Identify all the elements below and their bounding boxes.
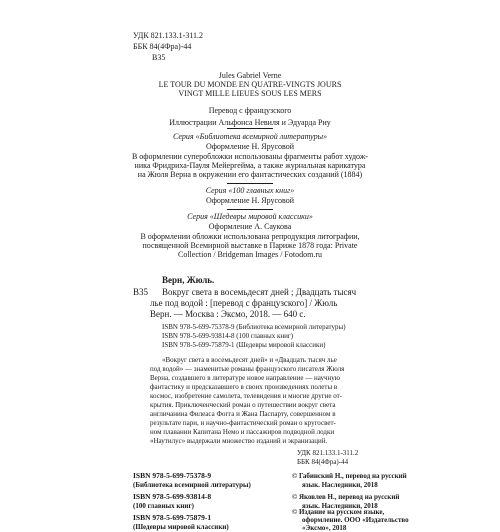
annotation-line: Верна, создавшего в литературе новое направление — научную — [150, 374, 340, 382]
annotation-line: англичанина Филеаса Фогга и Жана Паспарту, совершенном в — [150, 410, 336, 418]
footer-isbn: ISBN 978-5-699-93814-8 — [133, 492, 212, 501]
udk-code-top: УДК 821.133.1-311.2 — [133, 31, 204, 40]
bbk-code-top: ББК 84(4Фра)-44 — [133, 42, 192, 51]
catalog-entry-line: Верн. — Москва : Эксмо, 2018. — 640 с. — [150, 309, 306, 319]
series-2-design: Оформление Н. Ярусовой — [205, 196, 295, 205]
annotation-line: космос, изобретение самолета, телевидения и многие другие от- — [150, 392, 343, 400]
annotation-line: «Вокруг света в восемьдесят дней» и «Двадцать тысяч лье — [162, 356, 337, 364]
separator — [227, 209, 273, 210]
catalog-code: В35 — [133, 287, 149, 297]
footer-isbn: ISBN 978-5-699-75879-1 — [133, 513, 212, 522]
illustrations-note: Иллюстрации Альфонса Невиля и Эдуарда Риу — [169, 118, 331, 127]
series-3-note-line: Collection / Bridgeman Images / Fotodom.ru — [178, 250, 322, 259]
series-1-note-line: на Жюля Верна в окружении его фантастических созданий (1884) — [137, 170, 363, 179]
catalog-heading: Верн, Жюль. — [162, 275, 215, 285]
udk-code-bottom: УДК 821.133.1-311.2 — [297, 449, 359, 457]
annotation-line: под водой» — знаменитые романы французского писателя Жюля — [150, 365, 345, 373]
footer-isbn-note: (Шедевры мировой классики) — [133, 523, 229, 531]
copyright-line: © Габинский Н., перевод на русский — [292, 472, 407, 480]
footer-isbn: ISBN 978-5-699-75378-9 — [133, 471, 212, 480]
bbk-code-bottom: ББК 84(4Фра)-44 — [297, 458, 349, 466]
separator — [227, 183, 273, 184]
series-1-design: Оформление Н. Ярусовой — [205, 142, 295, 151]
series-3-design: Оформление А. Саукова — [208, 222, 292, 231]
copyright-line: «Эксмо», 2018 — [302, 524, 347, 532]
copyright-line: © Яковлев Н., перевод на русский — [292, 493, 400, 501]
series-3-note-line: посвященной Всемирной выставке в Париже 1878 года: Private — [142, 241, 358, 250]
annotation-line: «Наутилус» выдержали множество изданий и экранизаций. — [150, 437, 328, 445]
series-1-name: Серия «Библиотека всемирной литературы» — [172, 132, 328, 141]
catalog-entry-line: Вокруг света в восемьдесят дней ; Двадцать тысяч — [162, 287, 357, 297]
annotation-line: фантастику и предсказавшего в своих произведениях полеты в — [150, 383, 338, 391]
catalog-isbn: ISBN 978-5-699-75879-1 (Шедевры мировой классики) — [162, 341, 326, 349]
translation-note: Перевод с французского — [208, 106, 292, 115]
series-1-note-line: ника Фридриха-Пауля Мейергейма, а также журнальная карикатура — [134, 161, 366, 170]
original-author: Jules Gabriel Verne — [218, 71, 282, 80]
copyright-line: язык. Наследники, 2018 — [302, 502, 378, 510]
series-3-name: Серия «Шедевры мировой классики» — [187, 212, 313, 221]
original-title-1: LE TOUR DU MONDE EN QUATRE-VINGTS JOURS — [158, 80, 342, 89]
copyright-line: © Издание на русском языке, — [292, 508, 385, 516]
series-1-note-line: В оформлении суперобложки использованы фрагменты работ худож- — [131, 152, 369, 161]
copyright-line: язык. Наследники, 2018 — [302, 481, 378, 489]
annotation-line: результате пари, и научно-фантастический роман о кругосвет- — [150, 419, 336, 427]
annotation-line: крытия. Приключенческий роман о путешествии вокруг света — [150, 401, 336, 409]
series-2-name: Серия «100 главных книг» — [205, 186, 295, 195]
footer-isbn-note: (100 главных книг) — [133, 502, 194, 510]
annotation-line: ном плавании Капитана Немо и пассажиров подводной лодки — [150, 428, 335, 436]
cutter-code-top: В35 — [152, 53, 166, 62]
catalog-isbn: ISBN 978-5-699-75378-9 (Библиотека всемирной литературы) — [162, 323, 346, 331]
copyright-line: оформление. ООО «Издательство — [302, 516, 409, 524]
original-title-2: VINGT MILLE LIEUES SOUS LES MERS — [178, 89, 322, 98]
separator — [227, 128, 273, 129]
footer-isbn-note: (Библиотека всемирной литературы) — [133, 481, 251, 489]
series-3-note-line: В оформлении обложки использована репродукция литографии, — [140, 232, 360, 241]
catalog-entry-line: лье под водой : [перевод с французского] / Жюль — [150, 298, 338, 308]
catalog-isbn: ISBN 978-5-699-93814-8 (100 главных книг) — [162, 332, 294, 340]
